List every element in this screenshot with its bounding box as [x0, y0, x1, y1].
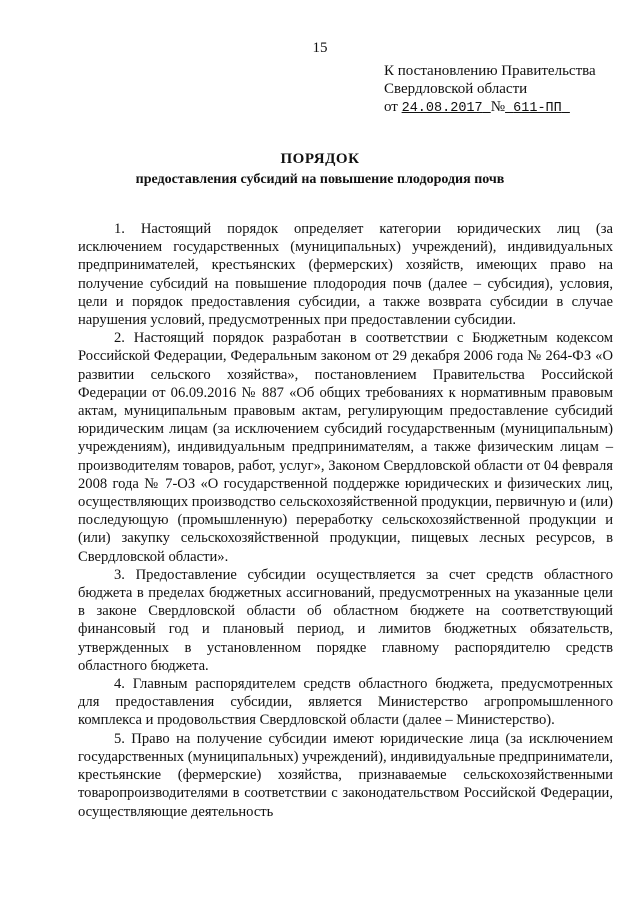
paragraph-1: 1. Настоящий порядок определяет категории юридических лиц (за исключением государственных (муниципальных) учреждений), индивидуальных предпринимателей, крестьянских (фермерских) хозяйств, имеющих право на получение субсидий на повышение плодородия почв (далее – субсидия), условия, цели и порядок предоставления субсидии, а также возврата субсидии в случае нарушения условий, предусмотренных при предоставлении субсидии. [78, 221, 613, 329]
approval-date-line [384, 98, 596, 118]
approval-gap [483, 101, 491, 116]
approval-gap-2 [505, 101, 513, 116]
paragraph-3: 3. Предоставление субсидии осуществляется за счет средств областного бюджета в пределах бюджетных ассигнований, предусмотренных на указанные цели в законе Свердловской области об областном бюджете на соответствующий финансовый год и плановый период, и лимитов бюджетных обязательств, утвержденных в установленном порядке главному распорядителю средств областного бюджета. [78, 566, 613, 674]
approval-number: 611-ПП [513, 101, 562, 116]
approval-block [384, 62, 596, 118]
document-body [78, 220, 613, 821]
page-number: 15 [312, 40, 328, 56]
document-title: ПОРЯДОК [280, 151, 360, 167]
approval-prefix: от [384, 99, 398, 115]
approval-line-1: К постановлению Правительства [384, 63, 596, 79]
approval-line-2: Свердловской области [384, 81, 528, 97]
paragraph-4: 4. Главным распорядителем средств областного бюджета, предусмотренных для предоставления субсидии, является Министерство агропромышленного комплекса и продовольствия Свердловской области (далее – Министерство). [78, 676, 613, 729]
document-subtitle: предоставления субсидий на повышение плодородия почв [135, 172, 505, 187]
approval-number-sign: № [490, 99, 506, 115]
approval-date: 24.08.2017 [401, 101, 483, 116]
paragraph-2: 2. Настоящий порядок разработан в соответствии с Бюджетным кодексом Российской Федерации, Федеральным законом от 29 декабря 2006 года № 264-ФЗ «О развитии сельского хозяйства», постановлением Правительства Российской Федерации от 06.09.2016 № 887 «Об общих требованиях к нормативным правовым актам, муниципальным правовым актам, регулирующим предоставление субсидий юридическим лицам (за исключением субсидий государственным (муниципальным) учреждениям), индивидуальным предпринимателям, а также физическим лицам – производителям товаров, работ, услуг», Законом Свердловской области от 04 февраля 2008 года № 7-ОЗ «О государственной поддержке юридических и физических лиц, осуществляющих производство сельскохозяйственной продукции, первичную и (или) последующую (промышленную) переработку сельскохозяйственной продукции и (или) закупку сельскохозяйственной продукции, пищевых лесных ресурсов, в Свердловской области». [78, 330, 613, 565]
paragraph-5: 5. Право на получение субсидии имеют юридические лица (за исключением государственных (муниципальных) учреждений), индивидуальные предприниматели, крестьянские (фермерские) хозяйства, признаваемые сельскохозяйственными товаропроизводителями в соответствии с законодательством Российской Федерации, осуществляющие деятельность [78, 730, 613, 820]
approval-gap-3 [562, 101, 570, 116]
